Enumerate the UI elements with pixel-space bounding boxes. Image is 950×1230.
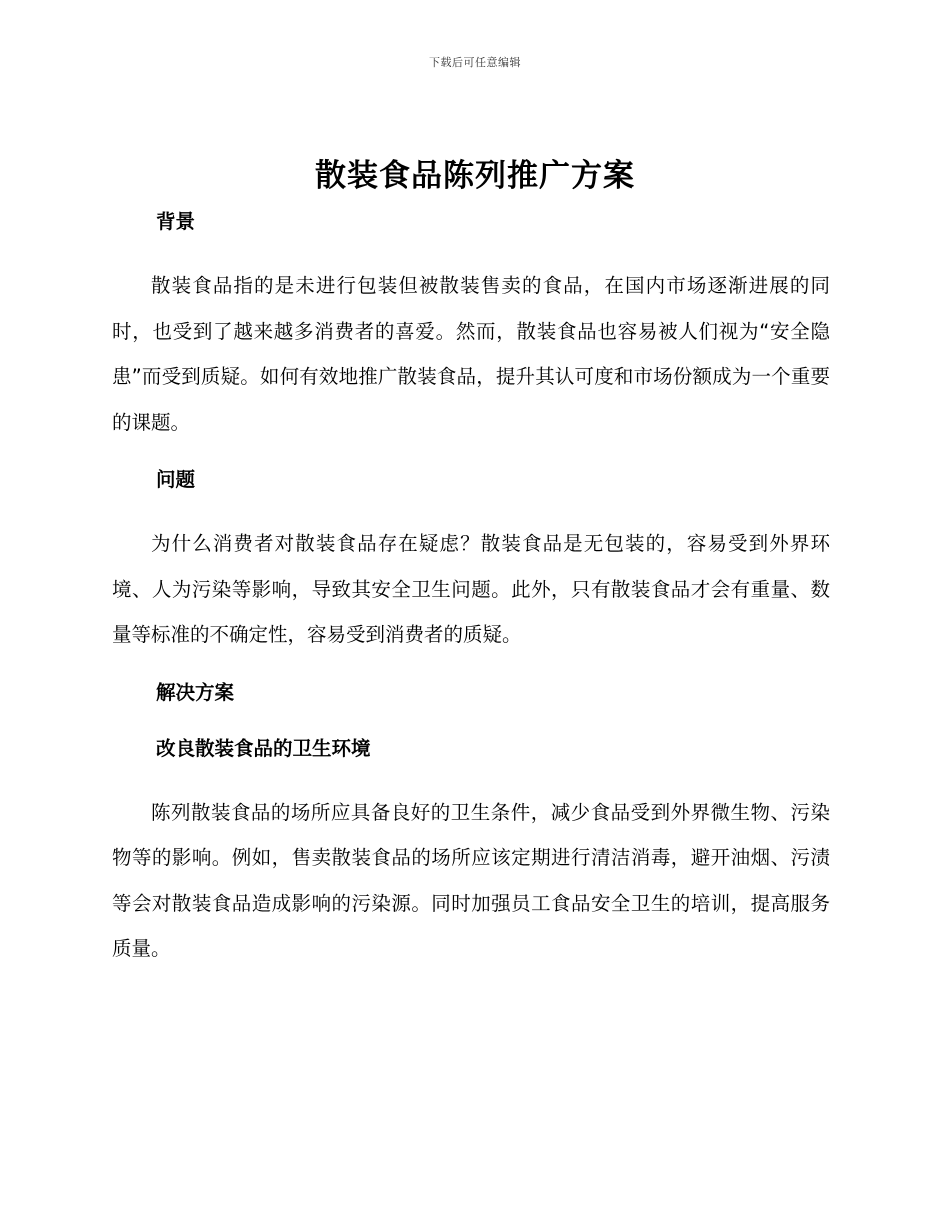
document-body	[112, 207, 830, 972]
subsection-heading-hygiene: 改良散装食品的卫生环境	[156, 736, 371, 760]
section-heading-background: 背景	[156, 210, 196, 233]
section-heading-solution: 解决方案	[156, 680, 235, 704]
paragraph-problem: 为什么消费者对散装食品存在疑虑？散装食品是无包装的，容易受到外界环境、人为污染等影响，导致其安全卫生问题。此外，只有散装食品才会有重量、数量等标准的不确定性，容易受到消费者的质疑。	[112, 532, 830, 646]
paragraph-hygiene: 陈列散装食品的场所应具备良好的卫生条件，减少食品受到外界微生物、污染物等的影响。例如，售卖散装食品的场所应该定期进行清洁消毒，避开油烟、污渍等会对散装食品造成影响的污染源。同时加强员工食品安全卫生的培训，提高服务质量。	[112, 800, 830, 960]
header-note: 下载后可任意编辑	[429, 56, 521, 69]
section-heading-problem: 问题	[156, 468, 196, 491]
paragraph-background: 散装食品指的是未进行包装但被散装售卖的食品，在国内市场逐渐进展的同时，也受到了越来越多消费者的喜爱。然而，散装食品也容易被人们视为“安全隐患”而受到质疑。如何有效地推广散装食品，提升其认可度和市场份额成为一个重要的课题。	[112, 274, 830, 434]
document-title: 散装食品陈列推广方案	[315, 158, 635, 194]
